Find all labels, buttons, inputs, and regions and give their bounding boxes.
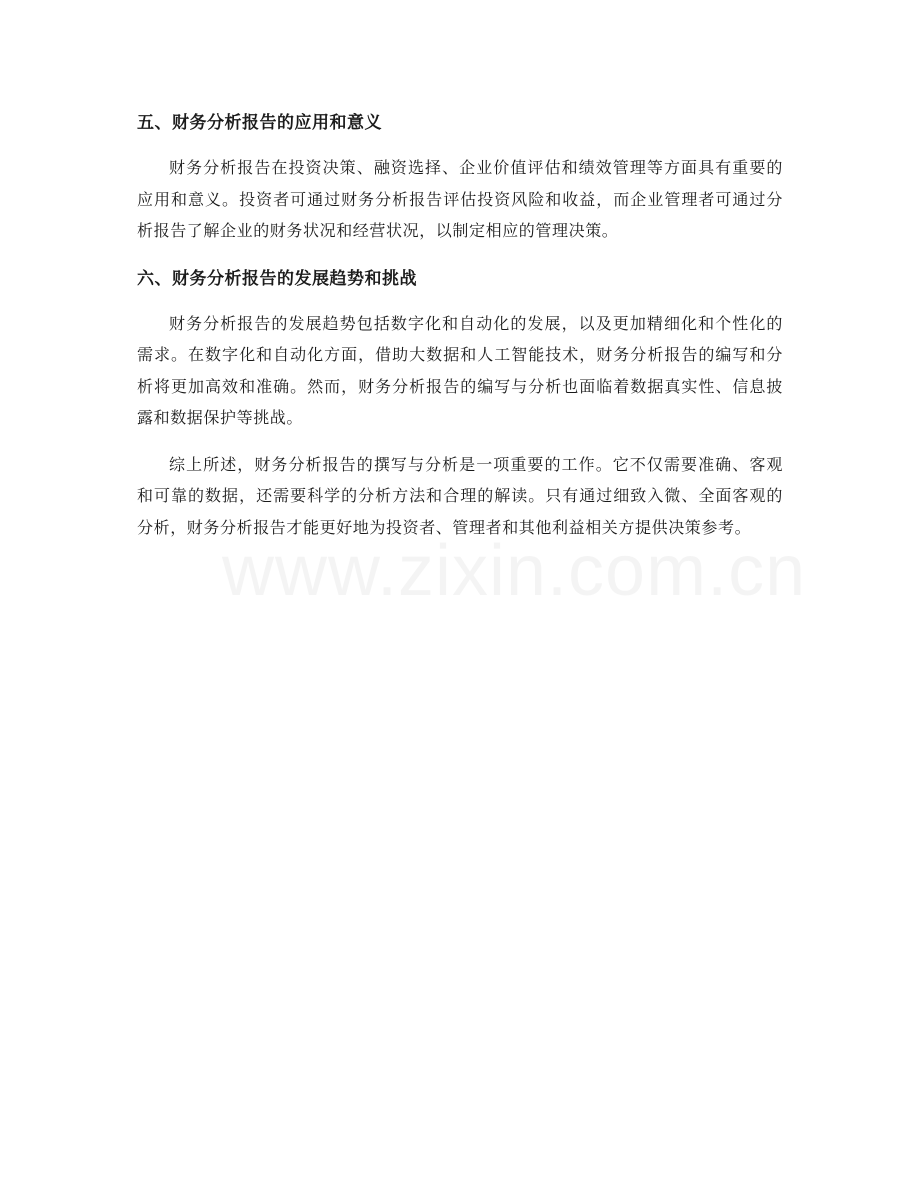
section-5-paragraph: 财务分析报告在投资决策、融资选择、企业价值评估和绩效管理等方面具有重要的应用和意义。投资者可通过财务分析报告评估投资风险和收益，而企业管理者可通过分析报告了解企业的财务状况和经营状况，以制定相应的管理决策。 <box>137 158 783 240</box>
section-6-heading: 六、财务分析报告的发展趋势和挑战 <box>137 268 417 289</box>
section-5-heading: 五、财务分析报告的应用和意义 <box>137 113 382 133</box>
conclusion-paragraph: 综上所述，财务分析报告的撰写与分析是一项重要的工作。它不仅需要准确、客观和可靠的数据，还需要科学的分析方法和合理的解读。只有通过细致入微、全面客观的分析，财务分析报告才能更好地为投资者、管理者和其他利益相关方提供决策参考。 <box>137 454 783 537</box>
section-6-paragraph: 财务分析报告的发展趋势包括数字化和自动化的发展，以及更加精细化和个性化的需求。在数字化和自动化方面，借助大数据和人工智能技术，财务分析报告的编写和分析将更加高效和准确。然而，财务分析报告的编写与分析也面临着数据真实性、信息披露和数据保护等挑战。 <box>137 313 783 427</box>
document-body <box>137 106 783 558</box>
